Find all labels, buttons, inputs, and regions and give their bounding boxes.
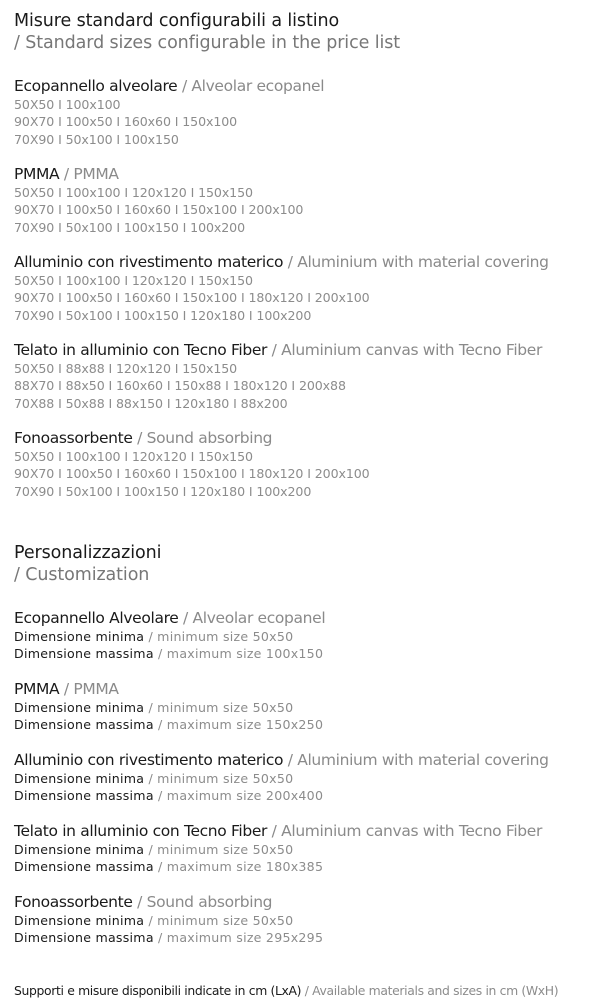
material-name-en: / Sound absorbing — [132, 429, 273, 447]
size-row: 90X70 I 100x50 I 160x60 I 150x100 I 180x120 I 200x100 — [14, 466, 370, 482]
customization-subtitle: / Customization — [14, 565, 150, 585]
material-title — [14, 892, 549, 912]
material-name-it: Fonoassorbente — [14, 893, 133, 911]
standard-sizes-list — [14, 76, 549, 516]
max-value: / maximum size 200x400 — [153, 788, 324, 804]
max-value: / maximum size 295x295 — [153, 930, 324, 946]
material-group — [14, 252, 549, 340]
max-label: Dimensione massima — [14, 717, 154, 733]
material-name-en: / Alveolar ecopanel — [178, 609, 326, 627]
maximum-size — [14, 645, 549, 662]
material-name-it: Alluminio con rivestimento materico — [14, 253, 284, 271]
min-value: / minimum size 50x50 — [144, 771, 294, 786]
size-row: 90X70 I 100x50 I 160x60 I 150x100 I 180x120 I 200x100 — [14, 290, 370, 306]
minimum-size — [14, 699, 549, 716]
min-label: Dimensione minima — [14, 842, 145, 857]
size-row: 50X50 I 100x100 I 120x120 I 150x150 — [14, 185, 253, 200]
material-name-en: / PMMA — [59, 165, 119, 183]
standard-sizes-subtitle: / Standard sizes configurable in the price list — [14, 33, 401, 53]
material-title — [14, 340, 549, 360]
material-name-it: PMMA — [14, 165, 60, 183]
size-row: 88X70 I 88x50 I 160x60 I 150x88 I 180x120 I 200x88 — [14, 378, 346, 394]
material-name-it: Ecopannello Alveolare — [14, 609, 179, 627]
max-label: Dimensione massima — [14, 930, 154, 946]
size-row: 70X90 I 50x100 I 100x150 I 120x180 I 100x200 — [14, 483, 312, 499]
material-name-en: / Aluminium canvas with Tecno Fiber — [267, 341, 542, 359]
size-row: 70X90 I 50x100 I 100x150 I 120x180 I 100x200 — [14, 307, 312, 323]
min-value: / minimum size 50x50 — [144, 913, 294, 928]
size-row: 90X70 I 100x50 I 160x60 I 150x100 — [14, 114, 238, 130]
custom-material-group — [14, 750, 549, 821]
material-name-en: / Aluminium with material covering — [283, 253, 549, 271]
min-value: / minimum size 50x50 — [144, 629, 294, 644]
material-name-en: / Sound absorbing — [132, 893, 273, 911]
customization-header — [14, 542, 161, 586]
minimum-size — [14, 628, 549, 645]
material-name-en: / PMMA — [59, 680, 119, 698]
min-value: / minimum size 50x50 — [144, 700, 294, 715]
max-label: Dimensione massima — [14, 646, 154, 662]
footer-note — [14, 982, 558, 999]
footer-note-it: Supporti e misure disponibili indicate in cm (LxA) — [14, 983, 302, 998]
size-row: 50X50 I 88x88 I 120x120 I 150x150 — [14, 361, 238, 376]
custom-material-group — [14, 892, 549, 963]
minimum-size — [14, 841, 549, 858]
material-title — [14, 252, 549, 272]
material-name-it: Telato in alluminio con Tecno Fiber — [14, 822, 268, 840]
material-title — [14, 821, 549, 841]
maximum-size — [14, 929, 549, 946]
customization-list — [14, 608, 549, 963]
max-label: Dimensione massima — [14, 859, 154, 875]
size-row: 50X50 I 100x100 I 120x120 I 150x150 — [14, 273, 253, 288]
min-label: Dimensione minima — [14, 700, 145, 715]
material-group — [14, 164, 549, 252]
material-name-it: PMMA — [14, 680, 60, 698]
maximum-size — [14, 716, 549, 733]
material-name-en: / Aluminium canvas with Tecno Fiber — [267, 822, 542, 840]
size-row: 70X88 I 50x88 I 88x150 I 120x180 I 88x200 — [14, 395, 288, 411]
material-group — [14, 340, 549, 428]
material-title — [14, 164, 549, 184]
size-row: 90X70 I 100x50 I 160x60 I 150x100 I 200x100 — [14, 202, 304, 218]
maximum-size — [14, 787, 549, 804]
standard-sizes-title: Misure standard configurabili a listino — [14, 11, 340, 31]
max-value: / maximum size 180x385 — [153, 859, 324, 875]
max-label: Dimensione massima — [14, 788, 154, 804]
material-title — [14, 750, 549, 770]
material-name-it: Ecopannello alveolare — [14, 77, 178, 95]
max-value: / maximum size 150x250 — [153, 717, 324, 733]
size-row: 50X50 I 100x100 — [14, 97, 121, 112]
size-row: 70X90 I 50x100 I 100x150 — [14, 131, 179, 147]
custom-material-group — [14, 821, 549, 892]
min-label: Dimensione minima — [14, 629, 145, 644]
size-row: 50X50 I 100x100 I 120x120 I 150x150 — [14, 449, 253, 464]
customization-title: Personalizzazioni — [14, 543, 162, 563]
footer-note-en: / Available materials and sizes in cm (WxH) — [301, 983, 559, 998]
material-name-it: Telato in alluminio con Tecno Fiber — [14, 341, 268, 359]
material-title — [14, 608, 549, 628]
material-title — [14, 679, 549, 699]
material-name-en: / Aluminium with material covering — [283, 751, 549, 769]
max-value: / maximum size 100x150 — [153, 646, 324, 662]
material-title — [14, 428, 549, 448]
material-name-it: Fonoassorbente — [14, 429, 133, 447]
custom-material-group — [14, 608, 549, 679]
material-title — [14, 76, 549, 96]
material-name-en: / Alveolar ecopanel — [177, 77, 325, 95]
standard-sizes-header — [14, 10, 400, 54]
min-label: Dimensione minima — [14, 771, 145, 786]
material-group — [14, 76, 549, 164]
custom-material-group — [14, 679, 549, 750]
minimum-size — [14, 770, 549, 787]
size-row: 70X90 I 50x100 I 100x150 I 100x200 — [14, 219, 246, 235]
material-name-it: Alluminio con rivestimento materico — [14, 751, 284, 769]
maximum-size — [14, 858, 549, 875]
material-group — [14, 428, 549, 516]
minimum-size — [14, 912, 549, 929]
min-label: Dimensione minima — [14, 913, 145, 928]
min-value: / minimum size 50x50 — [144, 842, 294, 857]
